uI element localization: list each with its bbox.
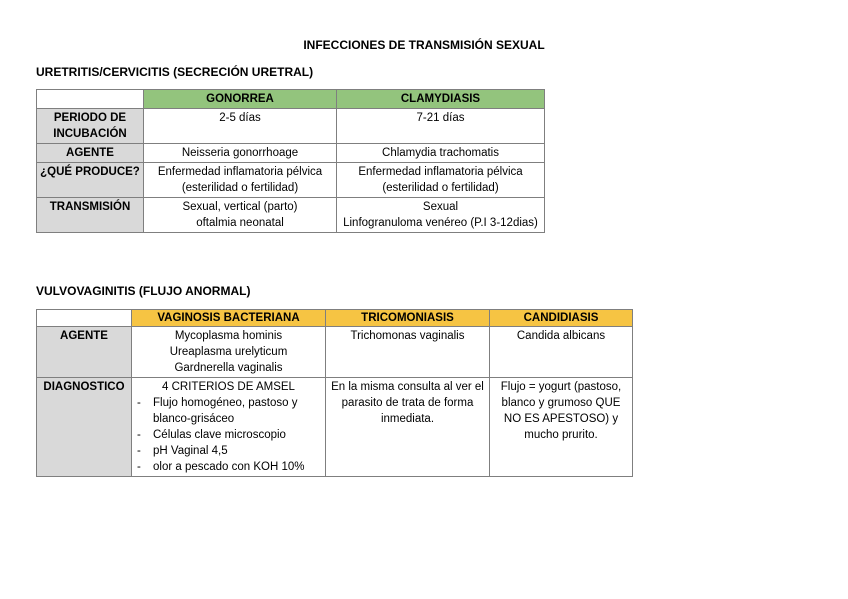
table-row	[37, 327, 633, 378]
row-header-diagnostico: DIAGNOSTICO	[37, 378, 132, 477]
column-header-clamydiasis: CLAMYDIASIS	[337, 90, 545, 109]
section-heading-vulvovaginitis: VULVOVAGINITIS (FLUJO ANORMAL)	[36, 284, 251, 298]
row-header-produce: ¿QUÉ PRODUCE?	[37, 163, 144, 198]
table-row	[37, 378, 633, 477]
cell-vaginosis-agente	[132, 327, 326, 378]
cell-line: oftalmia neonatal	[196, 217, 284, 229]
document-title: INFECCIONES DE TRANSMISIÓN SEXUAL	[303, 38, 545, 52]
cell-clamydiasis-incubacion: 7-21 días	[337, 109, 545, 144]
uretritis-table	[36, 89, 545, 233]
column-header-gonorrea: GONORREA	[144, 90, 337, 109]
list-item: - Flujo homogéneo, pastoso y blanco-grisáceo	[135, 395, 322, 427]
cell-line: Mycoplasma hominis	[174, 330, 283, 342]
list-item: - pH Vaginal 4,5	[135, 443, 322, 459]
table-row	[37, 90, 545, 109]
cell-gonorrea-incubacion: 2-5 días	[144, 109, 337, 144]
cell-tricomoniasis-agente: Trichomonas vaginalis	[326, 327, 490, 378]
corner-cell	[37, 310, 132, 327]
table-row	[37, 109, 545, 144]
column-header-vaginosis: VAGINOSIS BACTERIANA	[132, 310, 326, 327]
criteria-title: 4 CRITERIOS DE AMSEL	[162, 381, 295, 393]
cell-clamydiasis-transmision	[337, 198, 545, 233]
column-header-candidiasis: CANDIDIASIS	[490, 310, 633, 327]
cell-candidiasis-agente: Candida albicans	[490, 327, 633, 378]
cell-line: Sexual	[422, 201, 459, 213]
corner-cell	[37, 90, 144, 109]
row-header-incubacion: PERIODO DE INCUBACIÓN	[37, 109, 144, 144]
cell-clamydiasis-agente: Chlamydia trachomatis	[337, 144, 545, 163]
criteria-list	[135, 395, 322, 475]
table-row	[37, 198, 545, 233]
cell-line: Linfogranuloma venéreo (P.I 3-12dias)	[343, 217, 538, 229]
cell-tricomoniasis-diagnostico: En la misma consulta al ver el parasito de trata de forma inmediata.	[326, 378, 490, 477]
table-row	[37, 310, 633, 327]
table-row	[37, 144, 545, 163]
cell-clamydiasis-produce: Enfermedad inflamatoria pélvica (esterilidad o fertilidad)	[337, 163, 545, 198]
cell-line: Gardnerella vaginalis	[174, 362, 283, 374]
row-header-agente: AGENTE	[37, 144, 144, 163]
table-row	[37, 163, 545, 198]
list-item: - Células clave microscopio	[135, 427, 322, 443]
row-header-transmision: TRANSMISIÓN	[37, 198, 144, 233]
column-header-tricomoniasis: TRICOMONIASIS	[326, 310, 490, 327]
cell-gonorrea-transmision	[144, 198, 337, 233]
cell-candidiasis-diagnostico: Flujo = yogurt (pastoso, blanco y grumoso QUE NO ES APESTOSO) y mucho prurito.	[490, 378, 633, 477]
cell-line: Ureaplasma urelyticum	[169, 346, 288, 358]
cell-vaginosis-diagnostico	[132, 378, 326, 477]
cell-gonorrea-agente: Neisseria gonorrhoage	[144, 144, 337, 163]
cell-line: Sexual, vertical (parto)	[182, 201, 298, 213]
row-header-agente: AGENTE	[37, 327, 132, 378]
cell-gonorrea-produce: Enfermedad inflamatoria pélvica (esterilidad o fertilidad)	[144, 163, 337, 198]
vulvovaginitis-table	[36, 309, 633, 477]
list-item: - olor a pescado con KOH 10%	[135, 459, 322, 475]
section-heading-uretritis: URETRITIS/CERVICITIS (SECRECIÓN URETRAL)	[36, 65, 314, 79]
